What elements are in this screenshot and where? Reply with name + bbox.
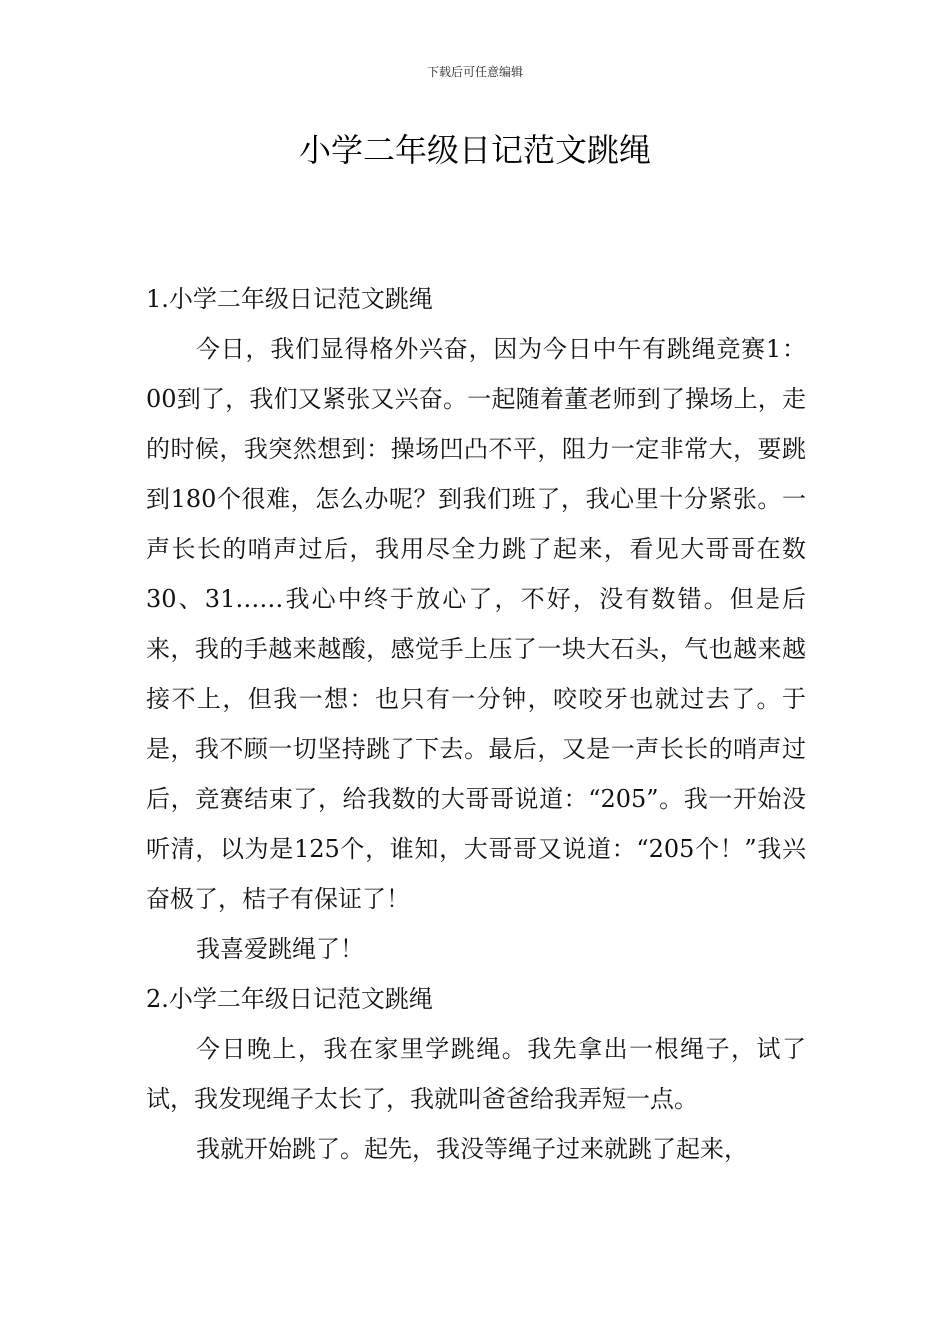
section-heading-1: 1.小学二年级日记范文跳绳 (146, 285, 433, 313)
paragraph: 今日晚上，我在家里学跳绳。我先拿出一根绳子，试了试，我发现绳子太长了，我就叫爸爸给我弄短一点。 (146, 1035, 806, 1113)
document-title: 小学二年级日记范文跳绳 (298, 131, 651, 169)
paragraph: 我就开始跳了。起先，我没等绳子过来就跳了起来， (196, 1135, 748, 1163)
paragraph: 今日，我们显得格外兴奋，因为今日中午有跳绳竞赛1：00到了，我们又紧张又兴奋。一起随着董老师到了操场上，走的时候，我突然想到：操场凹凸不平，阻力一定非常大，要跳到180个很难，怎么办呢？到我们班了，我心里十分紧张。一声长长的哨声过后，我用尽全力跳了起来，看见大哥哥在数30、31……我心中终于放心了，不好，没有数错。但是后来，我的手越来越酸，感觉手上压了一块大石头，气也越来越接不上，但我一想：也只有一分钟，咬咬牙也就过去了。于是，我不顾一切坚持跳了下去。最后，又是一声长长的哨声过后，竞赛结束了，给我数的大哥哥说道：“205”。我一开始没听清，以为是125个，谁知，大哥哥又说道：“205个！”我兴奋极了，桔子有保证了！ (146, 335, 806, 913)
header-note: 下载后可任意编辑 (426, 65, 523, 79)
paragraph: 我喜爱跳绳了！ (196, 935, 364, 963)
section-heading-2: 2.小学二年级日记范文跳绳 (146, 985, 433, 1013)
document-body (146, 274, 806, 1174)
